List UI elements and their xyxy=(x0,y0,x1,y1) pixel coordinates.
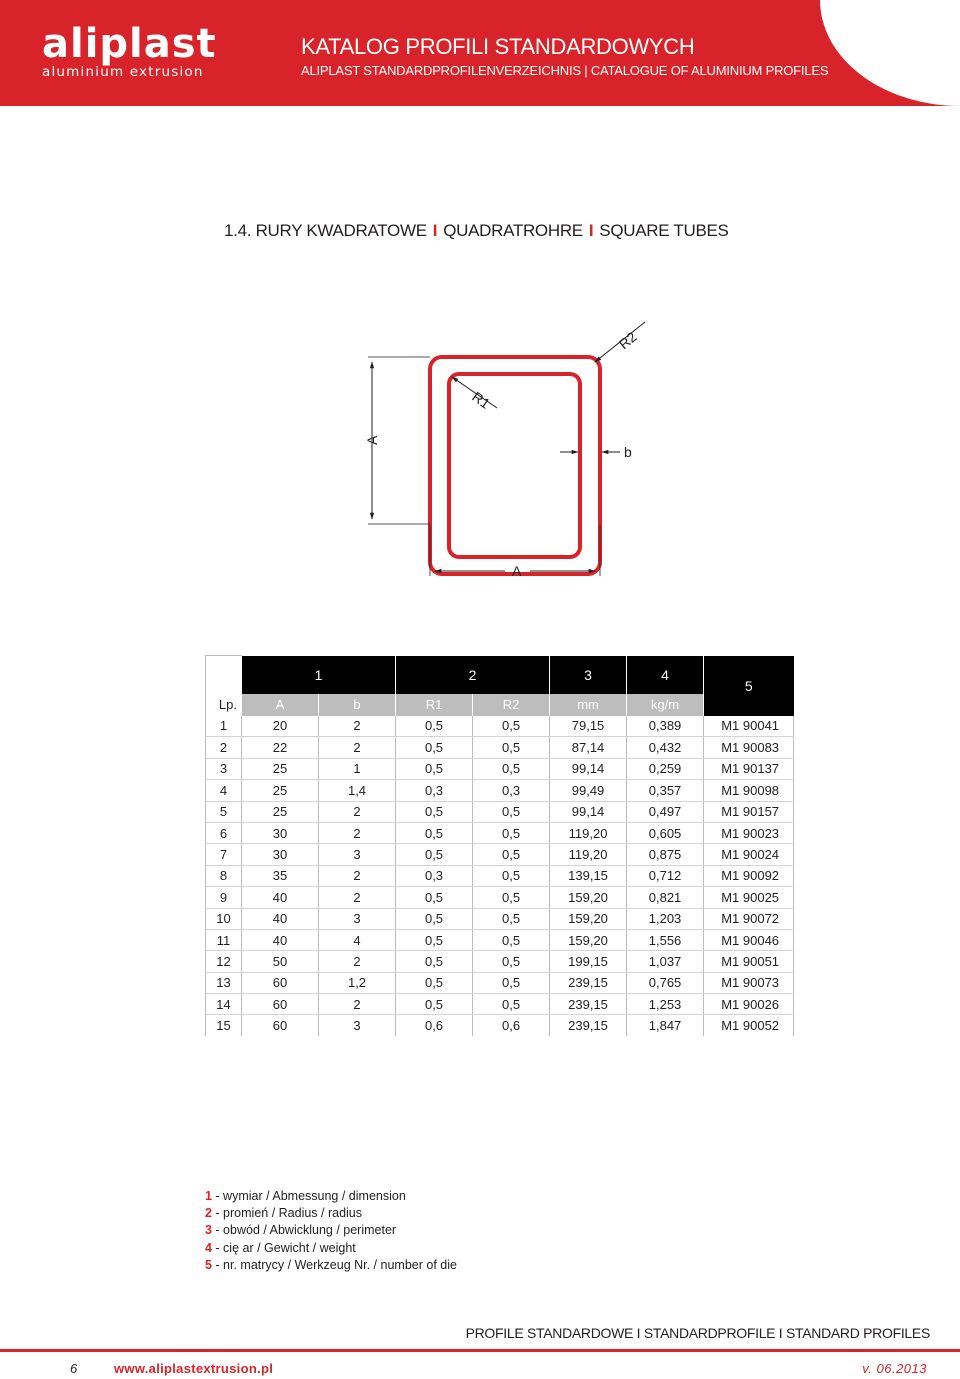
a-vertical-label: A xyxy=(364,435,380,445)
cell-a: 20 xyxy=(242,716,319,737)
table-row xyxy=(206,887,794,908)
header-lp: Lp. xyxy=(206,694,242,716)
page-number: 6 xyxy=(70,1361,78,1376)
cell-r1: 0,5 xyxy=(396,758,473,779)
cell-r1: 0,5 xyxy=(396,908,473,929)
legend-number: 2 xyxy=(205,1206,212,1221)
cell-perimeter: 87,14 xyxy=(550,737,627,758)
cell-b: 3 xyxy=(319,1015,396,1036)
website-link[interactable]: www.aliplastextrusion.pl xyxy=(114,1361,274,1376)
cell-r2: 0,5 xyxy=(473,972,550,993)
cell-lp: 3 xyxy=(206,758,242,779)
cell-r2: 0,5 xyxy=(473,801,550,822)
table-row xyxy=(206,758,794,779)
cell-a: 35 xyxy=(242,865,319,886)
cell-die-number: M1 90023 xyxy=(704,822,794,843)
cell-die-number: M1 90092 xyxy=(704,865,794,886)
cell-b: 3 xyxy=(319,844,396,865)
cell-r1: 0,5 xyxy=(396,951,473,972)
cell-weight: 1,037 xyxy=(627,951,704,972)
header-perimeter-unit: mm xyxy=(550,694,627,716)
cell-lp: 9 xyxy=(206,887,242,908)
group-header-4: 4 xyxy=(627,656,704,694)
legend-text: - wymiar / Abmessung / dimension xyxy=(211,1189,406,1203)
header-b: b xyxy=(319,694,396,716)
cell-weight: 1,203 xyxy=(627,908,704,929)
cell-r2: 0,6 xyxy=(473,1015,550,1036)
cell-b: 2 xyxy=(319,822,396,843)
cell-weight: 1,253 xyxy=(627,994,704,1015)
cell-b: 2 xyxy=(319,951,396,972)
cell-a: 30 xyxy=(242,822,319,843)
tube-inner-wall xyxy=(449,374,580,557)
cell-a: 22 xyxy=(242,737,319,758)
section-title-de: QUADRATROHRE xyxy=(443,221,583,240)
group-header-2: 2 xyxy=(396,656,550,694)
table-row xyxy=(206,822,794,843)
cell-b: 2 xyxy=(319,737,396,758)
cell-perimeter: 99,49 xyxy=(550,780,627,801)
cell-a: 60 xyxy=(242,994,319,1015)
header-blank-cell xyxy=(206,656,242,694)
legend-text: - cię ar / Gewicht / weight xyxy=(211,1240,356,1255)
cell-b: 1,4 xyxy=(319,780,396,801)
tube-outer-wall xyxy=(430,357,600,574)
cell-perimeter: 139,15 xyxy=(550,865,627,886)
cell-die-number: M1 90083 xyxy=(704,737,794,758)
cell-perimeter: 239,15 xyxy=(550,1015,627,1036)
footer-rule xyxy=(0,1349,960,1352)
cell-weight: 0,605 xyxy=(627,822,704,843)
version-label: v. 06.2013 xyxy=(862,1361,927,1376)
table-row xyxy=(206,908,794,929)
cell-die-number: M1 90073 xyxy=(704,972,794,993)
legend-number: 4 xyxy=(205,1240,212,1255)
catalog-subtitle: ALIPLAST STANDARDPROFILENVERZEICHNIS | CATALOGUE OF ALUMINIUM PROFILES xyxy=(301,63,829,78)
cell-b: 2 xyxy=(319,865,396,886)
cell-r1: 0,5 xyxy=(396,822,473,843)
cell-r1: 0,5 xyxy=(396,716,473,737)
cell-weight: 0,389 xyxy=(627,716,704,737)
section-title-en: SQUARE TUBES xyxy=(599,221,729,240)
cell-weight: 1,847 xyxy=(627,1015,704,1036)
legend-number: 1 xyxy=(205,1189,212,1203)
cell-a: 25 xyxy=(242,758,319,779)
cell-lp: 2 xyxy=(206,737,242,758)
cell-weight: 0,259 xyxy=(627,758,704,779)
cell-perimeter: 159,20 xyxy=(550,908,627,929)
cell-weight: 0,821 xyxy=(627,887,704,908)
cell-r1: 0,5 xyxy=(396,737,473,758)
cell-die-number: M1 90024 xyxy=(704,844,794,865)
legend-item xyxy=(205,1188,457,1205)
cell-r1: 0,5 xyxy=(396,801,473,822)
table-row xyxy=(206,737,794,758)
a-horizontal-label: A xyxy=(512,563,522,579)
cell-perimeter: 239,15 xyxy=(550,994,627,1015)
cell-die-number: M1 90072 xyxy=(704,908,794,929)
cell-r2: 0,3 xyxy=(473,780,550,801)
cell-b: 3 xyxy=(319,908,396,929)
cell-lp: 4 xyxy=(206,780,242,801)
cell-die-number: M1 90041 xyxy=(704,716,794,737)
cell-r1: 0,5 xyxy=(396,994,473,1015)
cell-die-number: M1 90051 xyxy=(704,951,794,972)
cell-r2: 0,5 xyxy=(473,737,550,758)
catalog-title: KATALOG PROFILI STANDARDOWYCH xyxy=(301,34,695,59)
legend-number: 3 xyxy=(205,1223,212,1238)
cell-b: 2 xyxy=(319,994,396,1015)
cell-lp: 1 xyxy=(206,716,242,737)
cell-lp: 13 xyxy=(206,972,242,993)
table-row xyxy=(206,716,794,737)
header-r1: R1 xyxy=(396,694,473,716)
cell-r2: 0,5 xyxy=(473,758,550,779)
cell-lp: 8 xyxy=(206,865,242,886)
header-a: A xyxy=(242,694,319,716)
cell-r1: 0,5 xyxy=(396,844,473,865)
cell-r1: 0,5 xyxy=(396,972,473,993)
cell-lp: 7 xyxy=(206,844,242,865)
cell-b: 1,2 xyxy=(319,972,396,993)
cell-lp: 10 xyxy=(206,908,242,929)
cell-b: 2 xyxy=(319,716,396,737)
cell-b: 1 xyxy=(319,758,396,779)
cell-weight: 0,765 xyxy=(627,972,704,993)
cell-die-number: M1 90026 xyxy=(704,994,794,1015)
cell-a: 30 xyxy=(242,844,319,865)
table-row xyxy=(206,994,794,1015)
cell-r2: 0,5 xyxy=(473,716,550,737)
group-header-row xyxy=(206,656,794,694)
cell-r1: 0,3 xyxy=(396,865,473,886)
cell-a: 40 xyxy=(242,929,319,950)
table-row xyxy=(206,865,794,886)
legend-item xyxy=(205,1257,457,1274)
cell-weight: 0,357 xyxy=(627,780,704,801)
cell-a: 40 xyxy=(242,908,319,929)
legend-item xyxy=(205,1222,457,1239)
cell-a: 25 xyxy=(242,801,319,822)
legend xyxy=(205,1188,457,1274)
legend-number: 5 xyxy=(205,1257,212,1272)
cell-lp: 12 xyxy=(206,951,242,972)
cell-lp: 15 xyxy=(206,1015,242,1036)
cell-perimeter: 79,15 xyxy=(550,716,627,737)
cell-perimeter: 119,20 xyxy=(550,822,627,843)
logo-wordmark: aliplast xyxy=(42,21,217,67)
cell-die-number: M1 90025 xyxy=(704,887,794,908)
aliplast-logo xyxy=(42,22,217,80)
group-header-5: 5 xyxy=(704,656,794,716)
cell-r1: 0,6 xyxy=(396,1015,473,1036)
cell-r2: 0,5 xyxy=(473,865,550,886)
cell-die-number: M1 90098 xyxy=(704,780,794,801)
section-title-pl: 1.4. RURY KWADRATOWE xyxy=(224,221,427,240)
cell-die-number: M1 90157 xyxy=(704,801,794,822)
table-row xyxy=(206,1015,794,1036)
table-row xyxy=(206,844,794,865)
cell-a: 50 xyxy=(242,951,319,972)
legend-text: - promień / Radius / radius xyxy=(211,1206,363,1221)
r2-label: R2 xyxy=(615,328,640,353)
table-row xyxy=(206,951,794,972)
table-body xyxy=(206,716,794,1037)
cell-a: 25 xyxy=(242,780,319,801)
group-header-1: 1 xyxy=(242,656,396,694)
cell-weight: 0,712 xyxy=(627,865,704,886)
group-header-3: 3 xyxy=(550,656,627,694)
cell-lp: 14 xyxy=(206,994,242,1015)
cell-r1: 0,5 xyxy=(396,887,473,908)
cell-a: 40 xyxy=(242,887,319,908)
square-tube-drawing xyxy=(350,320,670,590)
square-tubes-table xyxy=(205,655,794,1036)
cell-lp: 11 xyxy=(206,929,242,950)
cell-perimeter: 99,14 xyxy=(550,801,627,822)
legend-item xyxy=(205,1205,457,1222)
cell-a: 60 xyxy=(242,1015,319,1036)
cell-r2: 0,5 xyxy=(473,844,550,865)
cell-r2: 0,5 xyxy=(473,994,550,1015)
cell-r2: 0,5 xyxy=(473,929,550,950)
cell-b: 2 xyxy=(319,801,396,822)
cell-die-number: M1 90137 xyxy=(704,758,794,779)
cell-r2: 0,5 xyxy=(473,908,550,929)
cell-r2: 0,5 xyxy=(473,951,550,972)
cell-weight: 0,875 xyxy=(627,844,704,865)
cell-perimeter: 99,14 xyxy=(550,758,627,779)
logo-tagline: aluminium extrusion xyxy=(42,64,204,80)
cell-a: 60 xyxy=(242,972,319,993)
cell-perimeter: 119,20 xyxy=(550,844,627,865)
cell-r2: 0,5 xyxy=(473,822,550,843)
cell-r2: 0,5 xyxy=(473,887,550,908)
cell-weight: 0,497 xyxy=(627,801,704,822)
header-r2: R2 xyxy=(473,694,550,716)
legend-text: - obwód / Abwicklung / perimeter xyxy=(211,1223,397,1238)
section-separator: I xyxy=(588,221,594,240)
r1-label: R1 xyxy=(469,388,494,412)
cell-b: 2 xyxy=(319,887,396,908)
table-row xyxy=(206,929,794,950)
cell-perimeter: 159,20 xyxy=(550,929,627,950)
cell-perimeter: 199,15 xyxy=(550,951,627,972)
cell-die-number: M1 90052 xyxy=(704,1015,794,1036)
cell-r1: 0,5 xyxy=(396,929,473,950)
cell-lp: 5 xyxy=(206,801,242,822)
cell-perimeter: 239,15 xyxy=(550,972,627,993)
table-row xyxy=(206,780,794,801)
cell-die-number: M1 90046 xyxy=(704,929,794,950)
cell-perimeter: 159,20 xyxy=(550,887,627,908)
cell-r1: 0,3 xyxy=(396,780,473,801)
legend-text: - nr. matrycy / Werkzeug Nr. / number of die xyxy=(211,1257,457,1272)
table-row xyxy=(206,801,794,822)
cell-weight: 0,432 xyxy=(627,737,704,758)
section-title xyxy=(224,221,729,241)
table-row xyxy=(206,972,794,993)
header-weight-unit: kg/m xyxy=(627,694,704,716)
section-separator: I xyxy=(432,221,438,240)
footer-label: PROFILE STANDARDOWE I STANDARDPROFILE I STANDARD PROFILES xyxy=(465,1325,930,1341)
b-label: b xyxy=(624,444,632,460)
cell-lp: 6 xyxy=(206,822,242,843)
legend-item xyxy=(205,1240,457,1257)
cell-weight: 1,556 xyxy=(627,929,704,950)
cell-b: 4 xyxy=(319,929,396,950)
